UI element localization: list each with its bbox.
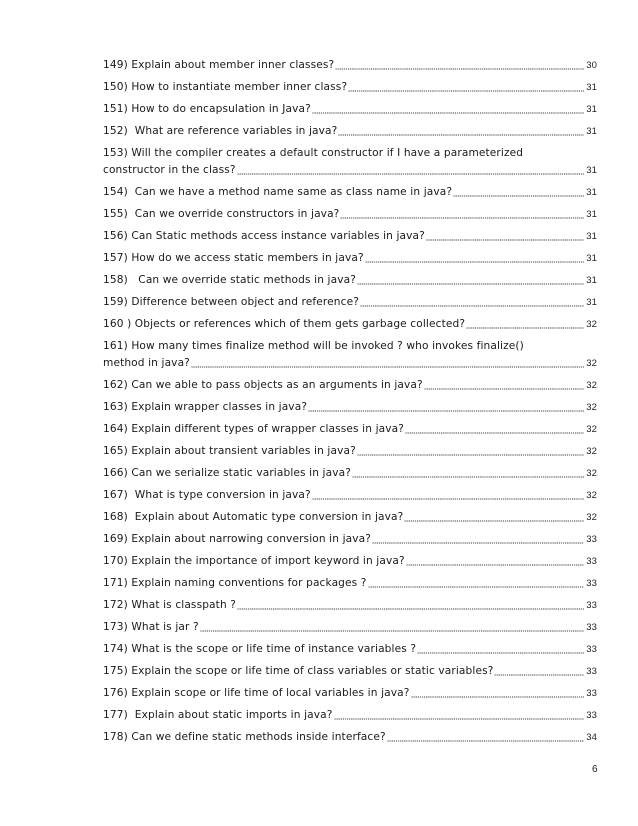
toc-entry-title: 158) Can we override static methods in java? — [103, 274, 356, 286]
toc-entry-page: 31 — [586, 231, 597, 242]
toc-entry[interactable] — [103, 489, 597, 502]
dot-leader — [352, 476, 584, 478]
toc-entry-title-continuation: constructor in the class? — [103, 164, 236, 176]
toc-entry-page: 33 — [586, 666, 597, 677]
toc-entry[interactable] — [103, 318, 597, 331]
dot-leader — [340, 217, 584, 219]
toc-entry-page: 33 — [586, 534, 597, 545]
toc-entry-page: 31 — [586, 209, 597, 220]
toc-entry[interactable] — [103, 599, 597, 612]
toc-entry-title: 157) How do we access static members in java? — [103, 252, 364, 264]
toc-entry[interactable] — [103, 274, 597, 287]
dot-leader — [360, 305, 584, 307]
dot-leader — [365, 261, 584, 263]
toc-entry[interactable] — [103, 423, 597, 436]
toc-entry-title: 160 ) Objects or references which of them gets garbage collected? — [103, 318, 466, 330]
toc-entry-page: 33 — [586, 578, 597, 589]
toc-entry-page: 31 — [586, 104, 597, 115]
toc-entry[interactable] — [103, 687, 597, 700]
toc-entry-title: 167) What is type conversion in java? — [103, 489, 311, 501]
toc-entry-title: 154) Can we have a method name same as class name in java? — [103, 186, 453, 198]
toc-entry-title: 151) How to do encapsulation in Java? — [103, 103, 311, 115]
dot-leader — [404, 520, 584, 522]
toc-entry-title: 169) Explain about narrowing conversion in java? — [103, 533, 371, 545]
toc-entry-title: 168) Explain about Automatic type conversion in java? — [103, 511, 404, 523]
toc-entry-page: 32 — [586, 424, 597, 435]
toc-entry-title: 177) Explain about static imports in java? — [103, 709, 333, 721]
dot-leader — [200, 630, 584, 632]
toc-entry-title: 171) Explain naming conventions for packages ? — [103, 577, 367, 589]
dot-leader — [308, 410, 584, 412]
dot-leader — [466, 327, 584, 329]
table-of-contents — [103, 59, 597, 753]
page-number: 6 — [592, 764, 598, 775]
dot-leader — [368, 586, 585, 588]
toc-entry-title: 155) Can we override constructors in java? — [103, 208, 340, 220]
dot-leader — [426, 239, 584, 241]
dot-leader — [453, 195, 584, 197]
toc-entry-page: 31 — [586, 165, 597, 176]
toc-entry[interactable] — [103, 467, 597, 480]
toc-entry-title: 149) Explain about member inner classes? — [103, 59, 335, 71]
toc-entry-title-continuation: method in java? — [103, 357, 190, 369]
toc-entry-page: 34 — [586, 732, 597, 743]
toc-entry-title: 163) Explain wrapper classes in java? — [103, 401, 308, 413]
dot-leader — [312, 498, 584, 500]
dot-leader — [357, 283, 584, 285]
dot-leader — [494, 674, 584, 676]
toc-entry-page: 31 — [586, 126, 597, 137]
toc-entry[interactable] — [103, 445, 597, 458]
toc-entry[interactable] — [103, 125, 597, 138]
dot-leader — [338, 134, 584, 136]
toc-entry-page: 32 — [586, 358, 597, 369]
toc-entry[interactable] — [103, 81, 597, 94]
toc-entry[interactable] — [103, 709, 597, 722]
toc-entry-page: 31 — [586, 253, 597, 264]
toc-entry-page: 32 — [586, 468, 597, 479]
toc-entry-title: 174) What is the scope or life time of instance variables ? — [103, 643, 417, 655]
toc-entry-title: 170) Explain the importance of import keyword in java? — [103, 555, 405, 567]
toc-entry[interactable] — [103, 340, 597, 370]
dot-leader — [348, 90, 584, 92]
dot-leader — [417, 652, 584, 654]
toc-entry-title: 164) Explain different types of wrapper classes in java? — [103, 423, 404, 435]
toc-entry-page: 31 — [586, 82, 597, 93]
toc-entry-page: 32 — [586, 319, 597, 330]
toc-entry-title: 152) What are reference variables in java? — [103, 125, 338, 137]
toc-entry-title: 156) Can Static methods access instance variables in java? — [103, 230, 425, 242]
toc-entry-page: 31 — [586, 275, 597, 286]
toc-entry-page: 33 — [586, 556, 597, 567]
toc-entry-page: 31 — [586, 187, 597, 198]
toc-entry[interactable] — [103, 230, 597, 243]
dot-leader — [237, 608, 584, 610]
toc-entry[interactable] — [103, 147, 597, 177]
toc-entry[interactable] — [103, 533, 597, 546]
toc-entry-title: 162) Can we able to pass objects as an arguments in java? — [103, 379, 423, 391]
toc-entry[interactable] — [103, 379, 597, 392]
toc-entry-title: 159) Difference between object and reference? — [103, 296, 359, 308]
dot-leader — [406, 564, 584, 566]
toc-entry-page: 33 — [586, 622, 597, 633]
toc-entry[interactable] — [103, 665, 597, 678]
toc-entry[interactable] — [103, 208, 597, 221]
toc-entry[interactable] — [103, 59, 597, 72]
toc-entry[interactable] — [103, 643, 597, 656]
toc-entry-title: 166) Can we serialize static variables in java? — [103, 467, 351, 479]
toc-entry-page: 32 — [586, 512, 597, 523]
dot-leader — [372, 542, 584, 544]
toc-entry-page: 30 — [586, 60, 597, 71]
toc-entry[interactable] — [103, 621, 597, 634]
dot-leader — [312, 112, 584, 114]
dot-leader — [357, 454, 584, 456]
toc-entry-page: 33 — [586, 688, 597, 699]
dot-leader — [237, 173, 585, 175]
toc-entry-page: 33 — [586, 600, 597, 611]
toc-entry-title: 165) Explain about transient variables in java? — [103, 445, 356, 457]
toc-entry-page: 33 — [586, 710, 597, 721]
toc-entry[interactable] — [103, 555, 597, 568]
toc-entry[interactable] — [103, 252, 597, 265]
toc-entry-title: 176) Explain scope or life time of local variables in java? — [103, 687, 410, 699]
toc-entry[interactable] — [103, 577, 597, 590]
dot-leader — [387, 740, 584, 742]
toc-entry-title: 153) Will the compiler creates a default constructor if I have a parameterized — [103, 147, 524, 159]
dot-leader — [334, 718, 585, 720]
toc-entry[interactable] — [103, 401, 597, 414]
toc-entry-title: 172) What is classpath ? — [103, 599, 237, 611]
dot-leader — [424, 388, 584, 390]
toc-entry-title: 178) Can we define static methods inside interface? — [103, 731, 386, 743]
dot-leader — [191, 366, 584, 368]
dot-leader — [405, 432, 584, 434]
toc-entry[interactable] — [103, 103, 597, 116]
toc-entry-title: 150) How to instantiate member inner class? — [103, 81, 348, 93]
toc-entry-page: 33 — [586, 644, 597, 655]
toc-entry-title: 161) How many times finalize method will be invoked ? who invokes finalize() — [103, 340, 524, 352]
toc-entry[interactable] — [103, 296, 597, 309]
toc-entry-page: 32 — [586, 402, 597, 413]
toc-entry[interactable] — [103, 511, 597, 524]
dot-leader — [335, 68, 584, 70]
toc-entry[interactable] — [103, 186, 597, 199]
dot-leader — [411, 696, 585, 698]
toc-entry-title: 173) What is jar ? — [103, 621, 199, 633]
toc-entry-page: 31 — [586, 297, 597, 308]
toc-entry[interactable] — [103, 731, 597, 744]
toc-entry-page: 32 — [586, 490, 597, 501]
toc-entry-page: 32 — [586, 446, 597, 457]
toc-entry-title: 175) Explain the scope or life time of class variables or static variables? — [103, 665, 494, 677]
toc-entry-page: 32 — [586, 380, 597, 391]
